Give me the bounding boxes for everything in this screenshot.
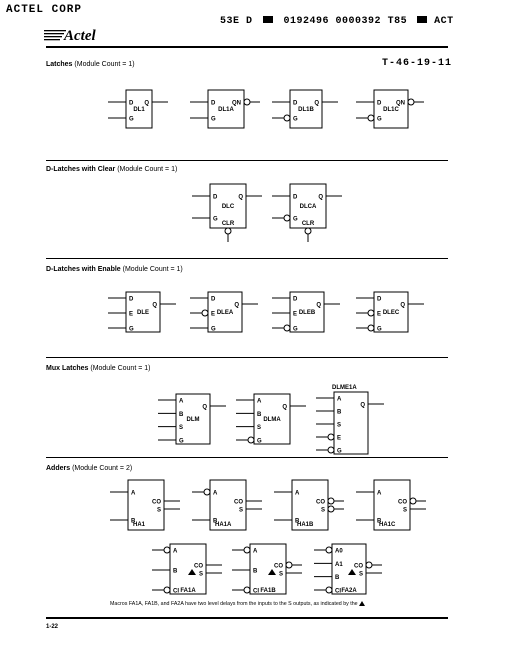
pin-label: D [211, 100, 216, 107]
inversion-bubble [328, 447, 334, 453]
block-name: DLEA [216, 310, 234, 316]
pin-label: S [156, 507, 161, 514]
pin-label: D [293, 100, 298, 107]
inversion-bubble [328, 434, 334, 440]
pin-label: Q [238, 194, 243, 201]
pin-label: E [293, 311, 298, 318]
pin-label: G [211, 116, 216, 123]
block-name: DLM [186, 417, 200, 423]
pin-label: G [377, 326, 382, 333]
pin-label: A [173, 548, 178, 555]
pin-label: E [129, 311, 134, 318]
triangle-icon [359, 601, 365, 606]
pin-label: B [213, 518, 218, 525]
pin-label: D [211, 296, 216, 303]
pin-label: CO [234, 499, 243, 506]
inversion-bubble [225, 228, 231, 234]
inversion-bubble [248, 437, 254, 443]
inversion-bubble [305, 228, 311, 234]
pin-label: CO [354, 563, 363, 570]
section-title-adders: Adders (Module Count = 2) [46, 465, 133, 472]
inversion-bubble [286, 562, 292, 568]
pin-label: S [358, 571, 363, 578]
pin-label: CI [173, 588, 179, 595]
pin-label: CO [152, 499, 161, 506]
pin-label: S [198, 571, 203, 578]
inversion-bubble [368, 325, 374, 331]
inversion-bubble [244, 99, 250, 105]
inversion-bubble [164, 587, 170, 593]
pin-label: S [402, 507, 407, 514]
pin-label: A [179, 398, 184, 405]
pin-label: G [257, 438, 262, 445]
pin-label: Q [282, 404, 287, 411]
block-name: DL1B [298, 107, 314, 113]
block-name: DLEC [382, 310, 400, 316]
code-suffix: ACT [434, 16, 454, 27]
pin-label: Q [316, 302, 321, 309]
block-name: DL1C [383, 107, 399, 113]
section-title-d-latches-clear: D-Latches with Clear (Module Count = 1) [46, 166, 178, 173]
pin-label: Q [400, 302, 405, 309]
pin-label: S [238, 507, 243, 514]
footnote: Macros FA1A, FA1B, and FA2A have two level delays from the inputs to the S outputs, as indicated by the [110, 601, 365, 607]
pin-label: A [377, 490, 382, 497]
pin-label: G [129, 116, 134, 123]
pin-label: G [211, 326, 216, 333]
pin-label: D [293, 194, 298, 201]
pin-label: CO [194, 563, 203, 570]
block-name: FA2A [341, 588, 357, 594]
pin-label: Q [152, 302, 157, 309]
inversion-bubble [164, 547, 170, 553]
pin-label: D [293, 296, 298, 303]
inversion-bubble [244, 587, 250, 593]
pin-label: CLR [301, 221, 315, 227]
company-name: ACTEL CORP [6, 4, 83, 16]
inversion-bubble [366, 562, 372, 568]
pin-label: A [213, 490, 218, 497]
block-name: DLC [221, 204, 235, 210]
pin-label: G [293, 216, 298, 223]
inversion-bubble [368, 115, 374, 121]
logo-text: Actel [64, 28, 96, 44]
block-name: HA1A [215, 522, 232, 528]
pin-label: S [179, 425, 184, 432]
pin-label: S [278, 571, 283, 578]
pin-label: Q [202, 404, 207, 411]
pin-label: G [293, 116, 298, 123]
pin-label: A0 [335, 548, 343, 555]
block-name: DL1 [133, 107, 145, 113]
pin-label: QN [396, 100, 405, 107]
inversion-bubble [326, 587, 332, 593]
inversion-bubble [410, 498, 416, 504]
block-name: FA1A [180, 588, 196, 594]
pin-label: D [129, 296, 134, 303]
pin-label: A1 [335, 561, 343, 568]
inversion-bubble [284, 215, 290, 221]
block-name: DL1A [218, 107, 234, 113]
section-title-latches: Latches (Module Count = 1) [46, 61, 135, 68]
pin-label: B [173, 568, 178, 575]
section-title-mux-latches: Mux Latches (Module Count = 1) [46, 365, 151, 372]
pin-label: QN [232, 100, 241, 107]
pin-label: E [211, 311, 216, 318]
inversion-bubble [328, 506, 334, 512]
pin-label: B [257, 411, 262, 418]
pin-label: G [179, 438, 184, 445]
pin-label: G [213, 216, 218, 223]
pin-label: S [320, 507, 325, 514]
block-name: DLMA [263, 417, 281, 423]
code-numbers: 0192496 0000392 T85 [283, 16, 408, 27]
section-title-d-latches-enable: D-Latches with Enable (Module Count = 1) [46, 266, 183, 273]
pin-label: CO [316, 499, 325, 506]
inversion-bubble [408, 99, 414, 105]
block-name: DLEB [298, 310, 316, 316]
pin-label: B [253, 568, 258, 575]
inversion-bubble [202, 310, 208, 316]
pin-label: G [377, 116, 382, 123]
pin-label: D [377, 100, 382, 107]
pin-label: S [257, 425, 262, 432]
block-name: DLCA [299, 204, 317, 210]
pin-label: B [295, 518, 300, 525]
pin-label: Q [318, 194, 323, 201]
pin-label: CI [253, 588, 259, 595]
pin-label: Q [144, 100, 149, 107]
block-name: HA1B [297, 522, 314, 528]
pin-label: D [213, 194, 218, 201]
block-name: DLE [137, 310, 149, 316]
pin-label: A [295, 490, 300, 497]
inversion-bubble [244, 547, 250, 553]
pin-label: CI [335, 588, 341, 595]
pin-label: Q [234, 302, 239, 309]
pin-label: D [377, 296, 382, 303]
block-name: HA1C [379, 522, 396, 528]
pin-label: B [131, 518, 136, 525]
inversion-bubble [204, 489, 210, 495]
code-prefix: 53E D [220, 16, 253, 27]
pin-label: CO [398, 499, 407, 506]
pin-label: B [377, 518, 382, 525]
pin-label: A [253, 548, 258, 555]
pin-label: A [131, 490, 136, 497]
inversion-bubble [284, 115, 290, 121]
pin-label: D [129, 100, 134, 107]
pin-label: B [179, 411, 184, 418]
inversion-bubble [284, 325, 290, 331]
pin-label: G [293, 326, 298, 333]
document-number: T-46-19-11 [382, 58, 453, 69]
pin-label: CO [274, 563, 283, 570]
pin-label: Q [314, 100, 319, 107]
inversion-bubble [326, 547, 332, 553]
pin-label: A [337, 396, 342, 403]
pin-label: A [257, 398, 262, 405]
pin-label: E [337, 435, 342, 442]
pin-label: G [129, 326, 134, 333]
page-number: 1-22 [46, 624, 59, 630]
pin-label: B [335, 575, 340, 582]
block-name: FA1B [260, 588, 276, 594]
pin-label: G [337, 448, 342, 455]
pin-label: B [337, 409, 342, 416]
pin-label: CLR [221, 221, 235, 227]
inversion-bubble [368, 310, 374, 316]
pin-label: Q [360, 402, 365, 409]
pin-label: E [377, 311, 382, 318]
pin-label: S [337, 422, 342, 429]
block-name: DLME1A [332, 385, 357, 391]
inversion-bubble [328, 498, 334, 504]
block-name: HA1 [133, 522, 146, 528]
